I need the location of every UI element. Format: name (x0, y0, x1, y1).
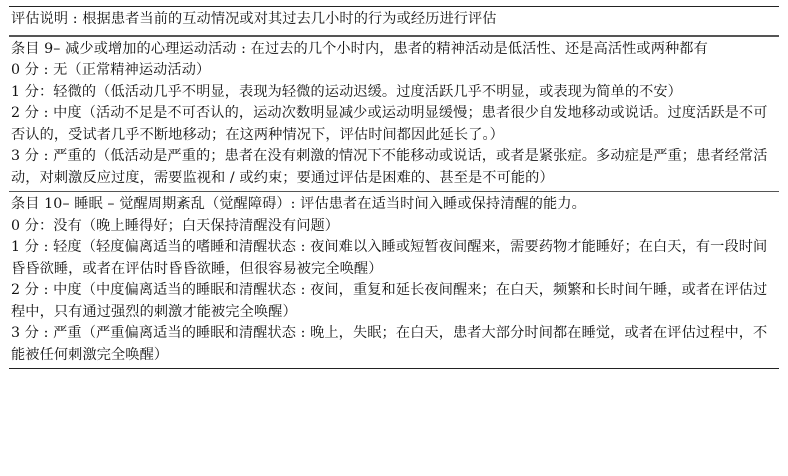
item-9-title: 条目 9– 减少或增加的心理运动活动 : 在过去的几个小时内，患者的精神活动是低活性、还是高活性或两种都有 (11, 40, 708, 57)
item-9-level-1: 1 分：轻微的（低活动几乎不明显，表现为轻微的运动迟缓。过度活跃几乎不明显，或表现为简单的不安） (11, 83, 682, 100)
item-10-level-1: 1 分 : 轻度（轻度偏离适当的嗜睡和清醒状态 : 夜间难以入睡或短暂夜间醒来，需要药物才能睡好；在白天，有一段时间昏昏欲睡，或者在评估时昏昏欲睡，但很容易被完全唤醒） (11, 239, 768, 277)
item-10-title: 条目 10– 睡眠 – 觉醒周期紊乱（觉醒障碍）: 评估患者在适当时间入睡或保持清醒的能力。 (11, 196, 586, 212)
item-10-level-0: 0 分：没有（晚上睡得好；白天保持清醒没有问题） (11, 217, 340, 234)
evaluation-instructions (9, 7, 779, 36)
item-10-level-2: 2 分 : 中度（中度偏离适当的睡眠和清醒状态 : 夜间，重复和延长夜间醒来；在白天，频繁和长时间午睡，或者在评估过程中，只有通过强烈的刺激才能被完全唤醒） (11, 282, 768, 320)
item-9-level-3: 3 分 : 严重的（低活动是严重的；患者在没有刺激的情况下不能移动或说话，或者是紧张症。多动症是严重；患者经常活动，对刺激反应过度，需要监视和 / 或约束；要通过评估是困难的、甚至是不可能的） (11, 148, 768, 186)
item-9-level-0: 0 分 : 无（正常精神运动活动） (11, 62, 211, 78)
item-10-level-3: 3 分 : 严重（严重偏离适当的睡眠和清醒状态 : 晚上，失眠；在白天，患者大部分时间都在睡觉，或者在评估过程中，不能被任何刺激完全唤醒） (11, 325, 768, 363)
instructions-text: 评估说明 : 根据患者当前的互动情况或对其过去几小时的行为或经历进行评估 (11, 11, 497, 27)
item-9-level-2: 2 分 : 中度（活动不足是不可否认的，运动次数明显减少或运动明显缓慢；患者很少自发地移动或说话。过度活跃是不可否认的，受试者几乎不断地移动；在这两种情况下，评估时间都因此延长了。） (11, 105, 768, 143)
item-10-section (9, 191, 779, 368)
criteria-table (9, 6, 779, 369)
item-9-section (9, 36, 779, 192)
